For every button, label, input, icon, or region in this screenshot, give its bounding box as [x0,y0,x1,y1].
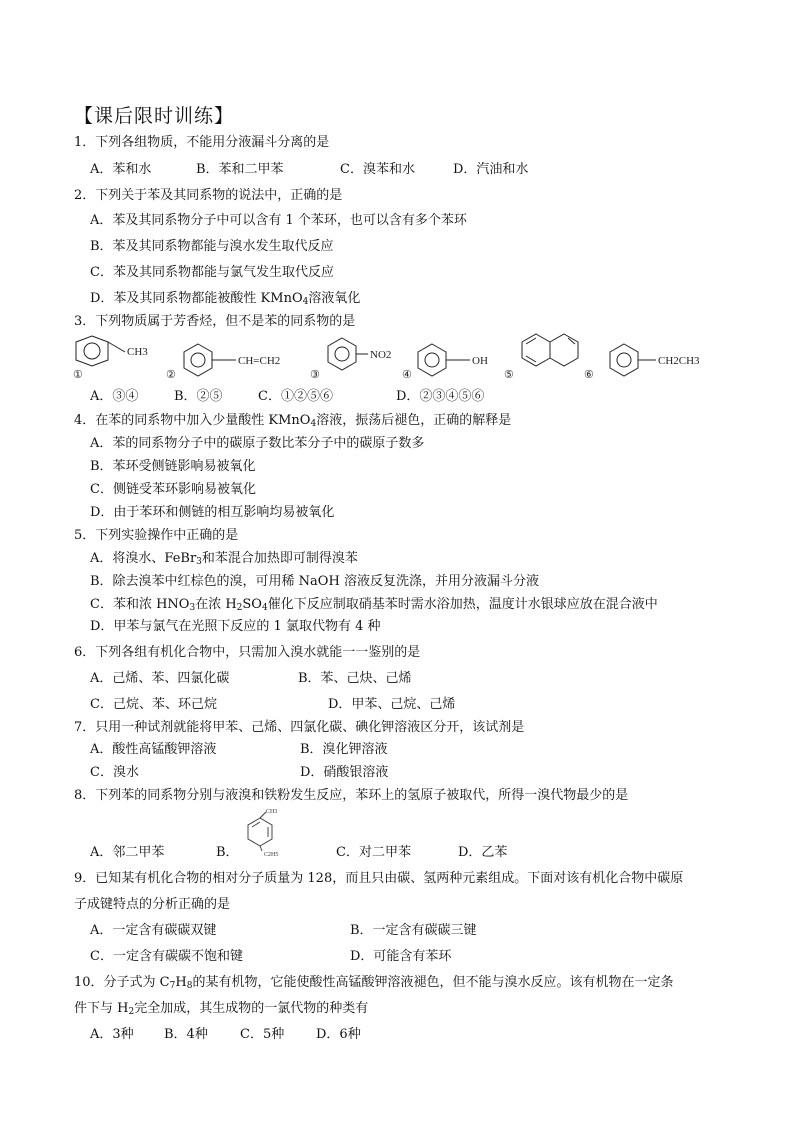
q9-option-c: C．一定含有碳碳不饱和键 [90,949,243,964]
benzene-ring-3 [328,338,356,370]
q6-option-c: C．己烷、苯、环己烷 [90,697,217,712]
question-8-stem: 8．下列苯的同系物分别与液溴和铁粉发生反应，苯环上的氢原子被取代，所得一溴代物最少的是 [74,788,629,803]
q2-option-a: A．苯及其同系物分子中可以含有 1 个苯环，也可以含有多个苯环 [90,213,467,228]
q1-option-c: C．溴苯和水 [340,162,415,177]
q8-group-top: CH3 [266,809,278,815]
q7-option-d: D．硝酸银溶液 [300,765,389,780]
q5-option-d: D．甲苯与氯气在光照下反应的 1 氯取代物有 4 种 [90,619,381,634]
q3-group-6: CH2CH3 [658,355,700,367]
q3-group-3: NO2 [370,349,392,361]
q8-group-bottom: C2H5 [264,852,279,858]
q9-option-b: B．一定含有碳碳三键 [350,923,477,938]
question-1-stem: 1．下列各组物质，不能用分液漏斗分离的是 [74,135,330,150]
q4-option-d: D．由于苯环和侧链的相互影响均易被氧化 [90,505,335,520]
q2-option-c: C．苯及其同系物都能与氯气发生取代反应 [90,265,334,280]
q3-label-1: ① [73,369,83,381]
q2-option-b: B．苯及其同系物都能与溴水发生取代反应 [90,239,334,254]
question-10-stem-line1: 10．分子式为 $C_7H_8$的某有机物，它能使酸性高锰酸钾溶液褪色，但不能与溴水反应。该有机物在一定条 [74,975,674,991]
q9-option-d: D．可能含有苯环 [350,949,452,964]
q8-option-a: A．邻二甲苯 [90,845,165,860]
q3-option-b: B．②⑤ [174,389,223,404]
q7-option-a: A．酸性高锰酸钾溶液 [90,742,217,757]
q5-option-a: A．将溴水、FeBr$_3$和苯混合加热即可制得溴苯 [90,551,358,567]
q4-option-c: C．侧链受苯环影响易被氧化 [90,482,256,497]
q1-option-d: D．汽油和水 [453,162,529,177]
section-title: 【课后限时训练】 [74,105,235,127]
question-6-stem: 6．下列各组有机化合物中，只需加入溴水就能一一鉴别的是 [74,645,421,660]
q3-option-d: D．②③④⑤⑥ [396,389,485,404]
question-2-stem: 2．下列关于苯及其同系物的说法中，正确的是 [74,188,343,203]
q3-option-c: C．①②⑤⑥ [258,389,333,404]
q1-option-a: A．苯和水 [90,162,152,177]
benzene-ring-2 [184,344,212,376]
question-9-stem-line2: 子成键特点的分析正确的是 [74,897,231,912]
q3-group-4: OH [472,355,488,367]
question-10-stem-line2: 件下与 $H_2$完全加成，其生成物的一氯代物的种类有 [74,1001,369,1017]
naphthalene-ring-b [550,334,578,366]
q7-option-b: B．溴化钾溶液 [300,742,388,757]
q6-option-d: D．甲苯、己烷、己烯 [328,697,456,712]
q10-option-b: B．4种 [164,1027,208,1042]
q4-option-b: B．苯环受侧链影响易被氧化 [90,459,256,474]
q3-group-1: CH3 [127,346,148,358]
question-4-stem: 4．在苯的同系物中加入少量酸性 KMnO$_4$溶液，振荡后褪色，正确的解释是 [74,413,512,429]
q6-option-b: B．苯、己炔、己烯 [298,671,412,686]
question-7-stem: 7．只用一种试剂就能将甲苯、己烯、四氯化碳、碘化钾溶液区分开，该试剂是 [74,720,525,735]
q6-option-a: A．己烯、苯、四氯化碳 [90,671,230,686]
q3-group-2: CH=CH2 [238,355,281,367]
q8-option-d: D．乙苯 [458,845,508,860]
q9-option-a: A．一定含有碳碳双键 [90,923,217,938]
q3-label-6: ⑥ [584,369,594,381]
q10-option-d: D．6种 [316,1027,361,1042]
q3-label-5: ⑤ [504,369,514,381]
benzene-ring-4 [418,344,446,376]
q8-option-b: B． [216,845,239,860]
q3-label-2: ② [166,369,176,381]
q8-option-c: C．对二甲苯 [336,845,411,860]
q3-label-4: ④ [402,369,412,381]
benzene-ring-1 [76,336,108,366]
q10-option-c: C．5种 [240,1027,285,1042]
q3-structures [70,330,730,382]
naphthalene-ring-a [522,334,550,366]
q5-option-c: C．苯和浓 $HNO_3$在浓 $H_2SO_4$催化下反应制取硝基苯时需水浴加热，温度计水银球应放在混合液中 [90,597,658,613]
q10-option-a: A．3种 [90,1027,134,1042]
q3-option-a: A．③④ [90,389,139,404]
benzene-ring-6 [610,344,638,376]
q3-label-3: ③ [310,369,320,381]
q1-option-b: B．苯和二甲苯 [196,162,284,177]
q4-option-a: A．苯的同系物分子中的碳原子数比苯分子中的碳原子数多 [90,436,425,451]
q5-option-b: B．除去溴苯中红棕色的溴，可用稀 NaOH 溶液反复洗涤，并用分液漏斗分液 [90,574,539,589]
question-5-stem: 5．下列实验操作中正确的是 [74,528,239,543]
q2-option-d: D．苯及其同系物都能被酸性 KMnO$_4$溶液氧化 [90,291,361,307]
q8-option-b-structure [236,804,296,858]
question-9-stem-line1: 9．已知某有机化合物的相对分子质量为 128，而且只由碳、氢两种元素组成。下面对该有机化合物中碳原 [74,871,684,886]
q7-option-c: C．溴水 [90,765,139,780]
question-3-stem: 3．下列物质属于芳香烃，但不是苯的同系物的是 [74,314,356,329]
